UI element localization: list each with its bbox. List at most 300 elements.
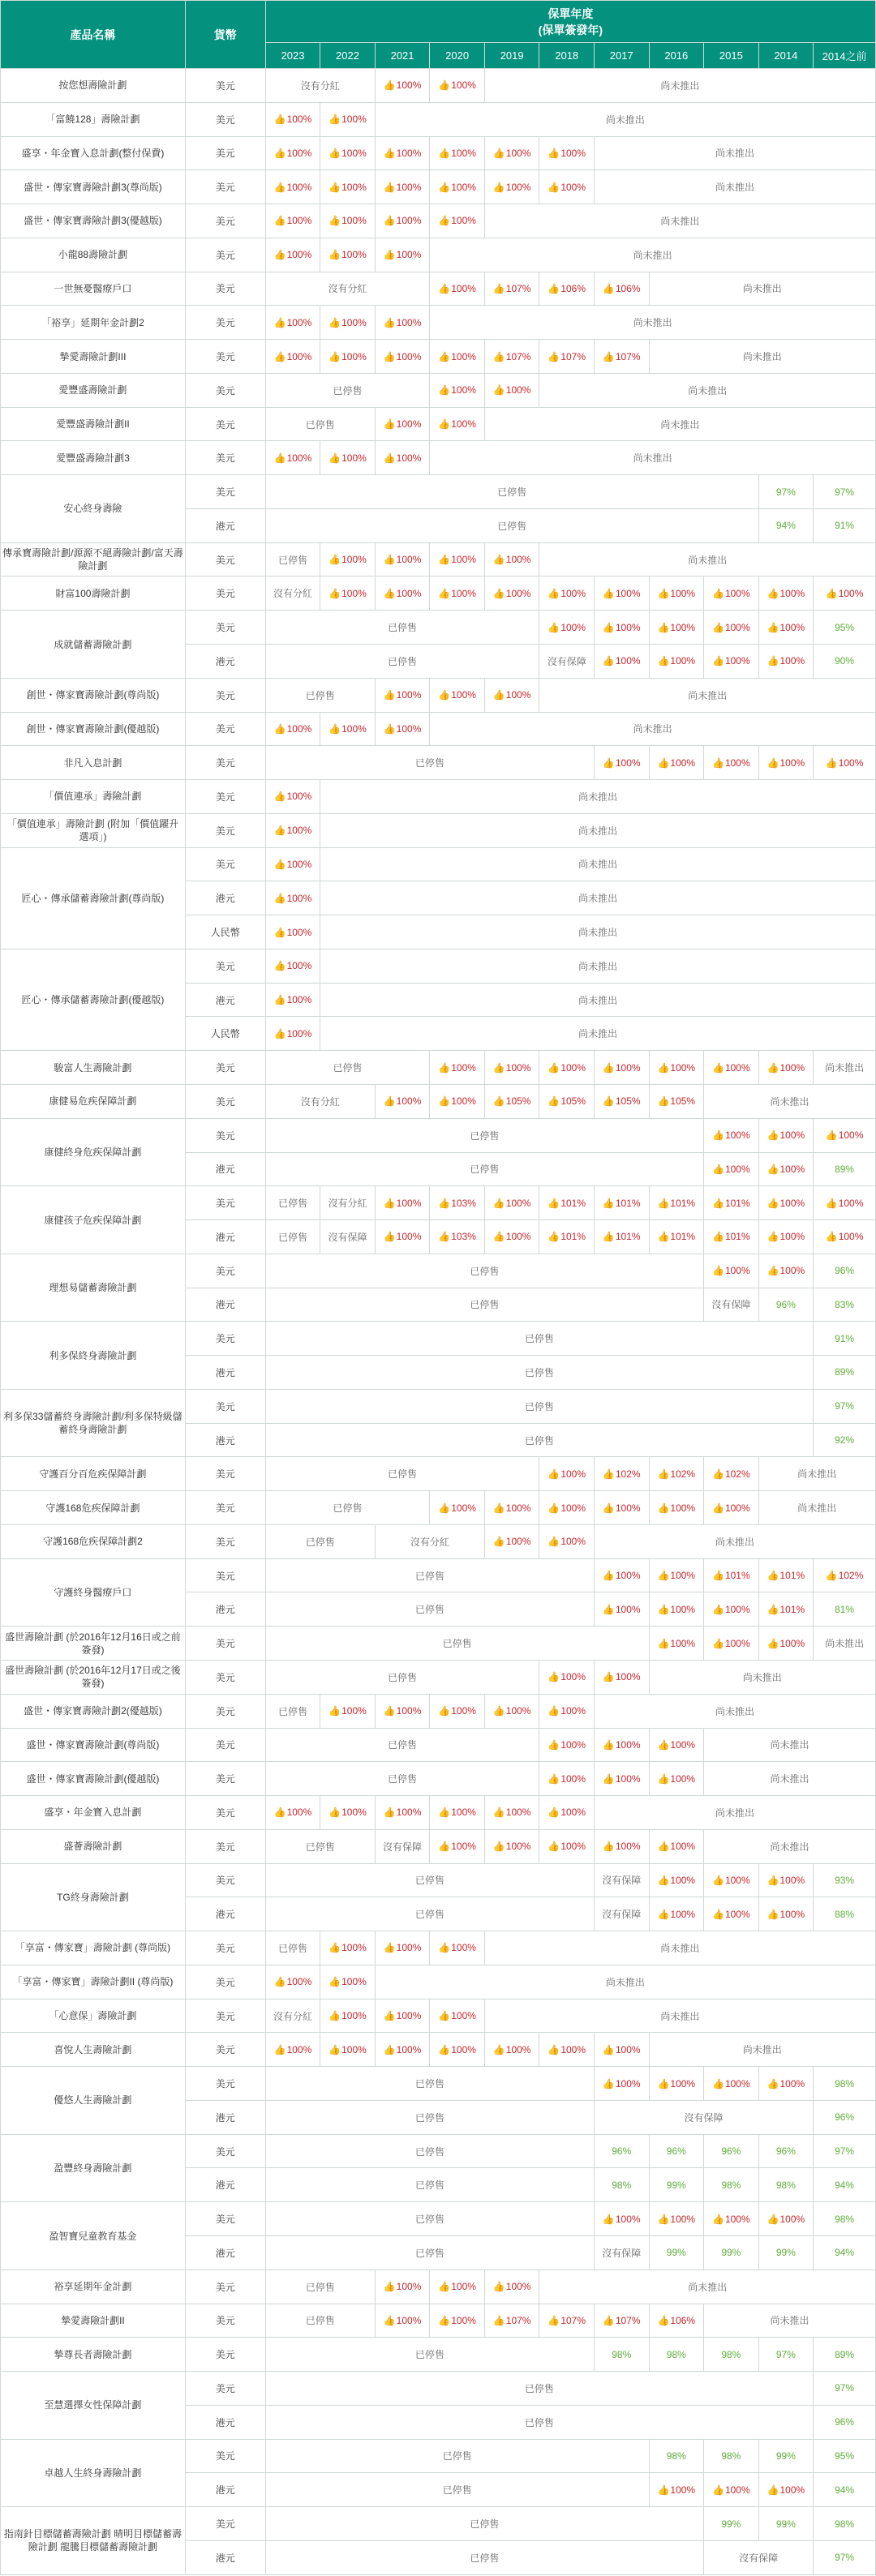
ratio-value: 100% (396, 418, 422, 431)
status-cell: 沒有分紅 (265, 272, 430, 306)
ratio-cell (649, 2473, 704, 2507)
table-row (1, 2067, 876, 2101)
ratio-value: 100% (286, 960, 312, 972)
table-row (1, 1863, 876, 1897)
ratio-cell (375, 1999, 430, 2033)
status-cell: 已停售 (265, 373, 430, 407)
ratio-value: 96% (835, 1265, 855, 1277)
ratio-cell (758, 576, 814, 611)
ratio-cell (758, 1152, 814, 1186)
status-cell: 已停售 (265, 407, 375, 441)
ratio-cell (649, 1457, 704, 1491)
ratio-value: 100% (724, 587, 750, 599)
ratio-cell (649, 1897, 704, 1931)
status-cell: 已停售 (265, 1152, 703, 1186)
status-cell: 沒有分紅 (375, 1524, 484, 1558)
status-cell: 沒有保障 (320, 1220, 376, 1254)
status-cell: 尚未推出 (484, 407, 875, 441)
thumbs-up-icon: 👍 (492, 1705, 505, 1717)
product-name-cell: 指南針目標儲蓄壽險計劃 晴明目標儲蓄壽險計劃 龍騰目標儲蓄壽險計劃 (1, 2507, 186, 2575)
ratio-value: 100% (779, 2484, 805, 2496)
ratio-cell (649, 1558, 704, 1592)
ratio-cell (704, 2338, 759, 2372)
ratio-cell (484, 170, 539, 204)
status-cell: 已停售 (265, 2405, 813, 2439)
ratio-value: 100% (451, 147, 476, 159)
ratio-value: 98% (666, 2348, 686, 2360)
product-name-cell: 「享富・傳家寶」壽險計劃 (尊尚版) (1, 1931, 186, 1965)
currency-cell: 美元 (185, 2067, 265, 2101)
status-cell: 已停售 (265, 1186, 320, 1220)
status-cell: 已停售 (265, 1762, 539, 1796)
thumbs-up-icon: 👍 (328, 1976, 341, 1988)
thumbs-up-icon: 👍 (383, 1231, 396, 1243)
ratio-cell (320, 1999, 376, 2033)
ratio-cell (594, 340, 649, 374)
year-header-cell: 2022 (320, 43, 376, 69)
thumbs-up-icon: 👍 (657, 587, 670, 599)
table-row (1, 542, 876, 576)
ratio-value: 100% (286, 791, 312, 803)
product-name-cell: 理想易儲蓄壽險計劃 (1, 1254, 186, 1322)
thumbs-up-icon: 👍 (383, 79, 396, 92)
currency-cell: 美元 (185, 2304, 265, 2338)
status-cell: 尚未推出 (375, 1965, 875, 1999)
ratio-cell (758, 746, 814, 780)
thumbs-up-icon: 👍 (328, 2010, 341, 2022)
thumbs-up-icon: 👍 (273, 892, 286, 904)
ratio-cell (758, 2507, 814, 2541)
ratio-cell (704, 1627, 759, 1661)
ratio-cell (430, 1999, 485, 2033)
ratio-value: 88% (835, 1908, 855, 1920)
thumbs-up-icon: 👍 (602, 1841, 615, 1853)
ratio-cell (814, 2202, 876, 2236)
ratio-cell (539, 272, 595, 306)
ratio-cell (484, 678, 539, 712)
ratio-cell (594, 1829, 649, 1863)
currency-cell: 美元 (185, 1457, 265, 1491)
thumbs-up-icon: 👍 (712, 2484, 724, 2496)
thumbs-up-icon: 👍 (766, 1874, 779, 1886)
status-cell: 已停售 (265, 611, 539, 645)
ratio-value: 100% (505, 2281, 531, 2293)
thumbs-up-icon: 👍 (438, 79, 451, 92)
product-name-cell: 盈智寶兒童教育基金 (1, 2202, 186, 2270)
ratio-cell (320, 136, 376, 170)
ratio-value: 106% (615, 282, 641, 294)
ratio-cell (539, 1660, 595, 1694)
ratio-cell (758, 645, 814, 679)
ratio-cell (320, 712, 376, 746)
ratio-value: 100% (560, 1671, 586, 1683)
currency-cell: 美元 (185, 136, 265, 170)
thumbs-up-icon: 👍 (438, 1502, 451, 1514)
ratio-cell (430, 1694, 485, 1728)
status-cell: 已停售 (265, 542, 320, 576)
ratio-cell (265, 1965, 320, 1999)
thumbs-up-icon: 👍 (766, 1637, 779, 1649)
thumbs-up-icon: 👍 (328, 1942, 341, 1954)
product-name-cell: 成就儲蓄壽險計劃 (1, 611, 186, 679)
ratio-value: 100% (779, 1061, 805, 1074)
ratio-value: 100% (286, 114, 312, 126)
product-name-cell: 盛世・傳家寶壽險計劃3(尊尚版) (1, 170, 186, 204)
status-cell: 尚未推出 (375, 102, 875, 136)
ratio-cell (704, 1186, 759, 1220)
ratio-value: 100% (396, 249, 422, 261)
status-cell: 尚未推出 (649, 340, 875, 374)
ratio-value: 100% (396, 2010, 422, 2022)
product-name-cell: 喜悅人生壽險計劃 (1, 2033, 186, 2067)
thumbs-up-icon: 👍 (766, 1231, 779, 1243)
status-cell: 已停售 (265, 2338, 594, 2372)
status-cell: 尚未推出 (539, 542, 876, 576)
ratio-value: 100% (341, 249, 367, 261)
ratio-value: 101% (779, 1603, 805, 1615)
product-name-cell: 摯尊長者壽險計劃 (1, 2338, 186, 2372)
status-cell: 尚未推出 (758, 1457, 875, 1491)
currency-cell: 美元 (185, 847, 265, 881)
thumbs-up-icon: 👍 (492, 2314, 505, 2326)
status-cell: 尚未推出 (320, 983, 876, 1017)
table-row (1, 1999, 876, 2033)
table-row (1, 1491, 876, 1525)
status-cell: 尚未推出 (649, 2033, 875, 2067)
currency-cell: 美元 (185, 272, 265, 306)
thumbs-up-icon: 👍 (825, 1231, 838, 1243)
table-row (1, 2372, 876, 2406)
table-row (1, 102, 876, 136)
table-row (1, 1762, 876, 1796)
thumbs-up-icon: 👍 (328, 114, 341, 126)
ratio-cell (704, 2168, 759, 2202)
table-row (1, 813, 876, 847)
thumbs-up-icon: 👍 (438, 215, 451, 227)
ratio-value: 100% (724, 2077, 750, 2090)
currency-cell: 美元 (185, 238, 265, 272)
thumbs-up-icon: 👍 (548, 1502, 560, 1514)
status-cell: 已停售 (265, 1423, 813, 1457)
ratio-cell (814, 1592, 876, 1627)
ratio-cell (539, 576, 595, 611)
thumbs-up-icon: 👍 (383, 1197, 396, 1209)
ratio-cell (430, 69, 485, 103)
status-cell: 沒有分紅 (265, 576, 320, 611)
ratio-value: 81% (835, 1603, 855, 1615)
ratio-cell (814, 746, 876, 780)
ratio-cell (430, 2033, 485, 2067)
currency-cell: 港元 (185, 508, 265, 542)
currency-cell: 港元 (185, 2473, 265, 2507)
ratio-value: 100% (396, 452, 422, 464)
currency-cell: 港元 (185, 1897, 265, 1931)
ratio-cell (484, 1186, 539, 1220)
ratio-cell (430, 373, 485, 407)
ratio-value: 100% (670, 1061, 696, 1074)
ratio-cell (539, 1084, 595, 1118)
ratio-value: 100% (451, 384, 476, 396)
ratio-cell (265, 813, 320, 847)
thumbs-up-icon: 👍 (328, 1807, 341, 1819)
ratio-value: 100% (396, 1197, 422, 1209)
ratio-value: 102% (838, 1570, 864, 1582)
currency-cell: 美元 (185, 1660, 265, 1694)
product-name-cell: 非凡入息計劃 (1, 746, 186, 780)
currency-cell: 美元 (185, 2270, 265, 2304)
ratio-value: 100% (286, 858, 312, 870)
ratio-cell (539, 136, 595, 170)
thumbs-up-icon: 👍 (438, 1231, 451, 1243)
ratio-value: 98% (666, 2450, 686, 2462)
ratio-value: 100% (779, 587, 805, 599)
ratio-cell (758, 2067, 814, 2101)
table-row (1, 2033, 876, 2067)
currency-cell: 美元 (185, 340, 265, 374)
thumbs-up-icon: 👍 (602, 1570, 615, 1582)
ratio-cell (649, 1491, 704, 1525)
ratio-value: 100% (838, 1129, 864, 1142)
thumbs-up-icon: 👍 (657, 655, 670, 667)
ratio-value: 105% (505, 1095, 531, 1108)
product-name-cell: 按您想壽險計劃 (1, 69, 186, 103)
ratio-cell (539, 1491, 595, 1525)
thumbs-up-icon: 👍 (438, 1197, 451, 1209)
ratio-value: 100% (451, 1807, 476, 1819)
ratio-value: 100% (505, 181, 531, 193)
ratio-value: 100% (396, 350, 422, 362)
currency-cell: 美元 (185, 441, 265, 475)
ratio-value: 100% (505, 689, 531, 701)
ratio-value: 100% (615, 655, 641, 667)
table-row (1, 1660, 876, 1694)
ratio-cell (649, 1084, 704, 1118)
thumbs-up-icon: 👍 (766, 2077, 779, 2090)
currency-cell: 美元 (185, 1931, 265, 1965)
table-row (1, 1524, 876, 1558)
table-row (1, 407, 876, 441)
ratio-value: 91% (835, 520, 855, 532)
ratio-cell (484, 1491, 539, 1525)
ratio-cell (265, 949, 320, 983)
status-cell: 沒有保障 (594, 1863, 649, 1897)
ratio-value: 100% (670, 1841, 696, 1853)
ratio-cell (430, 136, 485, 170)
product-name-cell: 利多保終身壽險計劃 (1, 1322, 186, 1390)
thumbs-up-icon: 👍 (328, 147, 341, 159)
ratio-value: 100% (286, 994, 312, 1006)
ratio-value: 100% (779, 2077, 805, 2090)
table-row (1, 441, 876, 475)
thumbs-up-icon: 👍 (273, 858, 286, 870)
ratio-value: 100% (615, 1738, 641, 1751)
thumbs-up-icon: 👍 (602, 1061, 615, 1074)
ratio-cell (758, 1288, 814, 1322)
ratio-cell (430, 1796, 485, 1830)
table-row (1, 1627, 876, 1661)
ratio-value: 107% (505, 350, 531, 362)
status-cell: 尚未推出 (320, 881, 876, 915)
thumbs-up-icon: 👍 (602, 1197, 615, 1209)
currency-cell: 美元 (185, 1999, 265, 2033)
ratio-cell (484, 1220, 539, 1254)
ratio-cell (375, 306, 430, 340)
product-name-cell: 康健孩子危疾保障計劃 (1, 1186, 186, 1254)
ratio-cell (814, 645, 876, 679)
currency-cell: 美元 (185, 1558, 265, 1592)
thumbs-up-icon: 👍 (328, 215, 341, 227)
ratio-value: 101% (615, 1231, 641, 1243)
policy-year-header (265, 1, 875, 43)
status-cell: 尚未推出 (320, 1017, 876, 1051)
ratio-cell (594, 1051, 649, 1085)
ratio-value: 99% (775, 2518, 796, 2530)
ratio-value: 94% (775, 520, 796, 532)
status-cell: 已停售 (265, 2439, 649, 2473)
ratio-value: 99% (666, 2179, 686, 2191)
ratio-cell (758, 1592, 814, 1627)
currency-cell: 港元 (185, 1152, 265, 1186)
status-cell: 已停售 (265, 1389, 813, 1423)
thumbs-up-icon: 👍 (712, 1908, 724, 1920)
ratio-value: 100% (451, 1095, 476, 1108)
ratio-cell (430, 2270, 485, 2304)
ratio-value: 101% (779, 1570, 805, 1582)
ratio-value: 100% (724, 757, 750, 769)
ratio-value: 100% (670, 655, 696, 667)
status-cell: 沒有保障 (594, 1897, 649, 1931)
thumbs-up-icon: 👍 (602, 1468, 615, 1480)
table-row (1, 1931, 876, 1965)
product-name-cell: 「心意保」壽險計劃 (1, 1999, 186, 2033)
product-name-cell: 至慧選擇女性保障計劃 (1, 2372, 186, 2440)
thumbs-up-icon: 👍 (273, 960, 286, 972)
product-name-cell: 盛享・年金寶入息計劃(整付保費) (1, 136, 186, 170)
ratio-value: 100% (451, 1502, 476, 1514)
product-name-cell: 盛世・傳家寶壽險計劃3(優越版) (1, 204, 186, 238)
currency-cell: 美元 (185, 1829, 265, 1863)
status-cell: 已停售 (265, 2236, 594, 2270)
ratio-value: 98% (835, 2518, 855, 2530)
status-cell: 沒有保障 (594, 2100, 813, 2134)
thumbs-up-icon: 👍 (602, 1502, 615, 1514)
thumbs-up-icon: 👍 (766, 1908, 779, 1920)
table-row (1, 847, 876, 881)
thumbs-up-icon: 👍 (825, 1129, 838, 1142)
ratio-cell (539, 1524, 595, 1558)
status-cell: 尚未推出 (320, 780, 876, 814)
ratio-value: 100% (560, 1807, 586, 1819)
thumbs-up-icon: 👍 (657, 2484, 670, 2496)
year-header-cell: 2020 (430, 43, 485, 69)
ratio-cell (375, 1220, 430, 1254)
ratio-cell (704, 576, 759, 611)
thumbs-up-icon: 👍 (438, 181, 451, 193)
ratio-value: 100% (615, 587, 641, 599)
ratio-value: 100% (341, 316, 367, 328)
status-cell: 尚未推出 (704, 1762, 876, 1796)
ratio-cell (594, 576, 649, 611)
ratio-cell (594, 2338, 649, 2372)
ratio-value: 98% (835, 2077, 855, 2090)
ratio-value: 100% (560, 1738, 586, 1751)
ratio-value: 90% (835, 655, 855, 667)
currency-cell: 港元 (185, 1288, 265, 1322)
table-row (1, 2134, 876, 2168)
status-cell: 已停售 (265, 1254, 703, 1288)
ratio-cell (265, 340, 320, 374)
table-row (1, 746, 876, 780)
ratio-cell (430, 1084, 485, 1118)
ratio-cell (375, 238, 430, 272)
ratio-value: 100% (505, 2043, 531, 2055)
thumbs-up-icon: 👍 (492, 1197, 505, 1209)
thumbs-up-icon: 👍 (602, 2043, 615, 2055)
thumbs-up-icon: 👍 (273, 1027, 286, 1039)
thumbs-up-icon: 👍 (438, 418, 451, 431)
ratio-cell (430, 1186, 485, 1220)
ratio-value: 97% (835, 2382, 855, 2394)
status-cell: 已停售 (265, 1524, 375, 1558)
ratio-cell (758, 1051, 814, 1085)
product-name-cell: 盈豐終身壽險計劃 (1, 2134, 186, 2202)
ratio-value: 100% (505, 1536, 531, 1548)
year-header-cell: 2023 (265, 43, 320, 69)
ratio-value: 100% (396, 2314, 422, 2326)
status-cell: 尚未推出 (320, 949, 876, 983)
table-row (1, 576, 876, 611)
ratio-value: 100% (505, 1705, 531, 1717)
product-name-cell: 摯愛壽險計劃II (1, 2304, 186, 2338)
ratio-value: 92% (835, 1434, 855, 1446)
ratio-value: 100% (724, 621, 750, 633)
ratio-value: 100% (779, 655, 805, 667)
product-name-cell: 駿富人生壽險計劃 (1, 1051, 186, 1085)
ratio-cell (594, 272, 649, 306)
product-name-cell: 康健終身危疾保障計劃 (1, 1118, 186, 1186)
ratio-value: 100% (724, 2484, 750, 2496)
currency-cell: 美元 (185, 1524, 265, 1558)
ratio-value: 99% (666, 2247, 686, 2259)
ratio-value: 100% (341, 1807, 367, 1819)
thumbs-up-icon: 👍 (273, 994, 286, 1006)
thumbs-up-icon: 👍 (602, 587, 615, 599)
ratio-value: 96% (666, 2145, 686, 2158)
ratio-cell (814, 1897, 876, 1931)
product-name-cell: 守護終身醫療戶口 (1, 1558, 186, 1627)
thumbs-up-icon: 👍 (438, 1942, 451, 1954)
ratio-cell (594, 1728, 649, 1762)
ratio-value: 105% (560, 1095, 586, 1108)
table-row (1, 780, 876, 814)
ratio-cell (704, 1051, 759, 1085)
ratio-cell (539, 1694, 595, 1728)
product-name-cell: 匠心・傳承儲蓄壽險計劃(尊尚版) (1, 847, 186, 949)
ratio-value: 100% (838, 587, 864, 599)
thumbs-up-icon: 👍 (657, 1570, 670, 1582)
ratio-value: 100% (724, 1637, 750, 1649)
ratio-cell (704, 1152, 759, 1186)
ratio-cell (704, 1592, 759, 1627)
ratio-value: 100% (341, 350, 367, 362)
status-cell: 尚未推出 (594, 1694, 875, 1728)
ratio-cell (539, 1796, 595, 1830)
thumbs-up-icon: 👍 (766, 1265, 779, 1277)
year-header-cell: 2014 (758, 43, 814, 69)
thumbs-up-icon: 👍 (657, 1874, 670, 1886)
ratio-cell (375, 407, 430, 441)
thumbs-up-icon: 👍 (548, 1231, 560, 1243)
